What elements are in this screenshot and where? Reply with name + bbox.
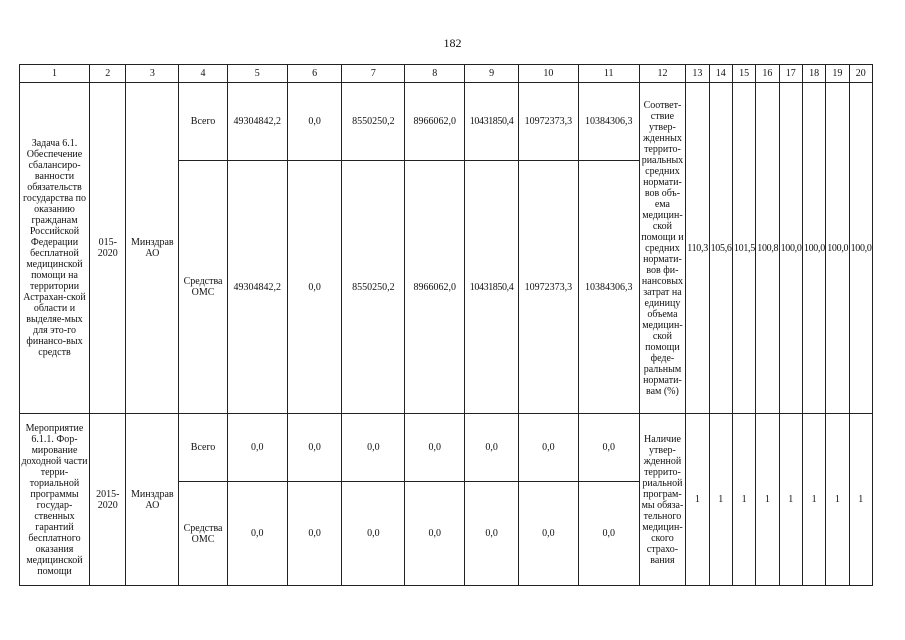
value-cell: 0,0 [518,414,578,482]
value-cell: 8550250,2 [342,83,405,161]
header-cell: 4 [179,65,228,83]
value-cell: 0,0 [578,482,639,586]
value-cell: 0,0 [287,482,342,586]
funding-source-cell: Средства ОМС [179,482,228,586]
indicator-value: 100,8 [756,83,779,414]
value-cell: 10972373,3 [518,161,578,414]
indicator-value: 1 [779,414,802,586]
value-cell: 0,0 [227,482,287,586]
value-cell: 0,0 [578,414,639,482]
indicator-value: 1 [802,414,825,586]
header-cell: 20 [849,65,872,83]
indicator-cell: Наличие утвер-жденной террито-риальной програм-мы обяза-тельного медицин-ского страхо-вания [639,414,686,586]
indicator-value: 101,5 [732,83,755,414]
header-cell: 12 [639,65,686,83]
value-cell: 10431850,4 [465,161,519,414]
value-cell: 10384306,3 [578,83,639,161]
value-cell: 49304842,2 [227,83,287,161]
header-cell: 15 [732,65,755,83]
header-cell: 11 [578,65,639,83]
indicator-value: 1 [709,414,732,586]
header-cell: 18 [802,65,825,83]
page-number: 182 [443,36,462,50]
value-cell: 0,0 [405,414,465,482]
task-cell: Мероприятие 6.1.1. Фор-мирование доходной части терри-ториальной программы государ-ственных гарантий бесплатного оказания медицинской помощи [20,414,90,586]
value-cell: 0,0 [405,482,465,586]
value-cell: 0,0 [287,161,342,414]
indicator-value: 1 [756,414,779,586]
indicator-value: 1 [732,414,755,586]
funding-source-cell: Средства ОМС [179,161,228,414]
value-cell: 8550250,2 [342,161,405,414]
period-cell: 2015-2020 [89,414,126,586]
header-cell: 3 [126,65,179,83]
value-cell: 0,0 [287,83,342,161]
value-cell: 8966062,0 [405,161,465,414]
value-cell: 8966062,0 [405,83,465,161]
header-row [20,65,873,83]
value-cell: 49304842,2 [227,161,287,414]
funding-source-cell: Всего [179,414,228,482]
period-cell: 015-2020 [89,83,126,414]
value-cell: 0,0 [518,482,578,586]
value-cell: 0,0 [342,414,405,482]
header-cell: 1 [20,65,90,83]
header-cell: 10 [518,65,578,83]
value-cell: 0,0 [287,414,342,482]
value-cell: 10431850,4 [465,83,519,161]
header-cell: 9 [465,65,519,83]
header-cell: 17 [779,65,802,83]
value-cell: 0,0 [465,482,519,586]
task-cell: Задача 6.1. Обеспечение сбалансиро-ванности обязательств государства по оказанию гражданам Российской Федерации бесплатной медицинской помощи на территории Астрахан-ской области и выделяе-мых для это-го финансо-вых средств [20,83,90,414]
value-cell: 0,0 [465,414,519,482]
funding-source-cell: Всего [179,83,228,161]
header-cell: 14 [709,65,732,83]
header-cell: 8 [405,65,465,83]
value-cell: 10384306,3 [578,161,639,414]
header-cell: 7 [342,65,405,83]
header-cell: 5 [227,65,287,83]
executor-cell: Минздрав АО [126,414,179,586]
value-cell: 0,0 [227,414,287,482]
executor-cell: Минздрав АО [126,83,179,414]
indicator-cell: Соответ-ствие утвер-жденных террито-риальных средних нормати-вов объ-ема медицин-ской помощи и средних нормати-вов фи-нансовых затрат на единицу объема медицин-ской помощи феде-ральным нормати-вам (%) [639,83,686,414]
table-row [20,83,873,161]
indicator-value: 100,0 [802,83,825,414]
indicator-value: 100,0 [826,83,849,414]
value-cell: 0,0 [342,482,405,586]
indicator-value: 1 [849,414,872,586]
indicator-value: 1 [826,414,849,586]
table-row [20,414,873,482]
indicator-value: 1 [686,414,709,586]
indicator-value: 100,0 [779,83,802,414]
header-cell: 2 [89,65,126,83]
indicator-value: 110,3 [686,83,709,414]
header-cell: 16 [756,65,779,83]
header-cell: 19 [826,65,849,83]
value-cell: 10972373,3 [518,83,578,161]
indicator-value: 100,0 [849,83,872,414]
indicator-value: 105,6 [709,83,732,414]
program-table [19,64,873,586]
header-cell: 13 [686,65,709,83]
header-cell: 6 [287,65,342,83]
